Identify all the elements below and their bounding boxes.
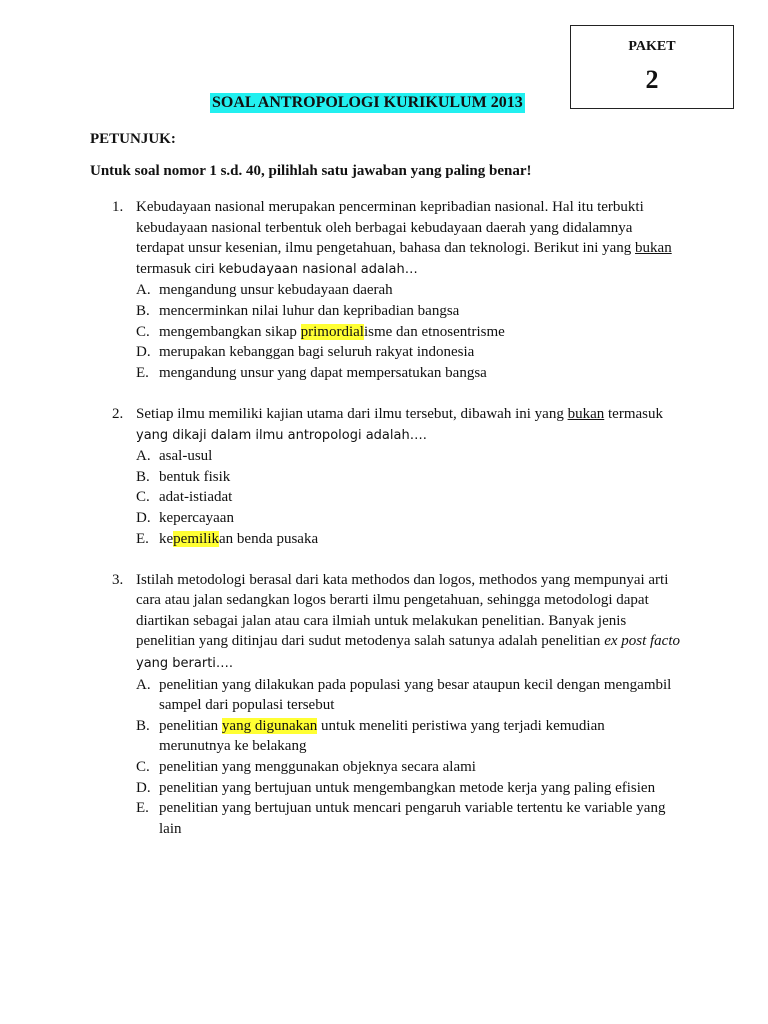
option-text: ke [159, 530, 174, 547]
option-letter: B. [136, 468, 150, 485]
question-1 [90, 197, 680, 383]
option-text: asal-usul [159, 448, 213, 465]
option-e [136, 798, 680, 839]
option-highlight: pemilik [173, 530, 219, 547]
question-number: 1. [112, 199, 124, 215]
option-letter: D. [136, 779, 151, 796]
option-text: mengandung unsur kebudayaan daerah [159, 282, 393, 299]
option-c [136, 487, 680, 508]
option-text: penelitian [159, 717, 222, 734]
stem-text: Kebudayaan nasional merupakan pencerminan kepribadian nasional. Hal itu terbukti kebudayaan nasional terbentuk oleh berbagai kebudayaan daerah yang didalamnya terdapat unsur kesenian, ilmu pengetahuan, bahasa dan teknologi. Berikut ini yang [136, 199, 644, 257]
option-text: penelitian yang dilakukan pada populasi yang besar ataupun kecil dengan mengambil sampel dari populasi tersebut [159, 676, 672, 714]
option-text-2: untuk meneliti peristiwa yang terjadi kemudian merunutnya ke belakang [159, 717, 605, 755]
option-letter: A. [136, 676, 151, 693]
option-a [136, 446, 680, 467]
stem-italic: ex post facto [604, 633, 681, 650]
option-text: mengandung unsur yang dapat mempersatukan bangsa [159, 364, 487, 381]
option-e [136, 363, 680, 384]
option-letter: B. [136, 302, 150, 319]
option-e [136, 529, 680, 550]
option-d [136, 508, 680, 529]
stem-tail: kebudayaan nasional adalah… [218, 261, 418, 277]
instructions-heading: PETUNJUK: [90, 131, 176, 147]
option-text: mencerminkan nilai luhur dan kepribadian bangsa [159, 302, 460, 319]
page-title: SOAL ANTROPOLOGI KURIKULUM 2013 [212, 94, 523, 111]
option-text: penelitian yang bertujuan untuk mencari pengaruh variable tertentu ke variable yang lain [159, 800, 666, 837]
option-letter: E. [136, 800, 149, 817]
question-stem [136, 197, 680, 280]
paket-box [570, 25, 734, 109]
stem-text-2: termasuk ciri [136, 260, 219, 277]
question-stem [136, 570, 680, 675]
option-a [136, 675, 680, 716]
option-text: kepercayaan [159, 509, 234, 526]
option-letter: C. [136, 489, 150, 506]
option-d [136, 778, 680, 799]
option-highlight: primordial [300, 323, 364, 340]
option-letter: A. [136, 448, 151, 465]
option-highlight: yang digunakan [221, 717, 318, 734]
option-b [136, 301, 680, 322]
option-b [136, 716, 680, 757]
stem-text-2: termasuk [604, 405, 663, 422]
paket-number: 2 [645, 65, 659, 94]
option-letter: D. [136, 509, 151, 526]
question-stem [136, 404, 680, 446]
option-text: adat-istiadat [159, 489, 233, 506]
option-d [136, 342, 680, 363]
paket-label: PAKET [628, 39, 676, 54]
option-text: penelitian yang bertujuan untuk mengembangkan metode kerja yang paling efisien [159, 779, 656, 796]
option-letter: C. [136, 323, 150, 340]
question-3 [90, 570, 680, 840]
option-letter: A. [136, 282, 151, 299]
option-text: bentuk fisik [159, 468, 231, 485]
option-a [136, 280, 680, 301]
option-letter: B. [136, 717, 150, 734]
option-c [136, 757, 680, 778]
option-letter: E. [136, 364, 149, 381]
option-letter: C. [136, 759, 150, 776]
option-text: mengembangkan sikap [159, 323, 301, 340]
question-list [90, 197, 680, 860]
stem-tail: yang dikaji dalam ilmu antropologi adalah…. [136, 427, 427, 443]
question-number: 3. [112, 571, 124, 588]
stem-underline: bukan [635, 240, 672, 257]
stem-text: Istilah metodologi berasal dari kata methodos dan logos, methodos yang mempunyai arti cara atau jalan sedangkan logos berarti ilmu pengetahuan, sehingga metodologi dapat diartikan sebagai jalan atau cara ilmiah untuk melakukan penelitian. Banyak jenis penelitian yang ditinjau dari sudut metodenya salah satunya adalah penelitian [136, 571, 669, 650]
option-text: merupakan kebanggan bagi seluruh rakyat indonesia [159, 344, 475, 361]
option-letter: E. [136, 530, 149, 547]
question-number: 2. [112, 405, 124, 422]
stem-text: Setiap ilmu memiliki kajian utama dari ilmu tersebut, dibawah ini yang [136, 405, 568, 422]
question-2 [90, 404, 680, 549]
option-c [136, 322, 680, 343]
stem-underline: bukan [567, 405, 605, 422]
option-letter: D. [136, 344, 151, 361]
option-text-2: isme dan etnosentrisme [363, 323, 505, 340]
option-text-2: an benda pusaka [219, 530, 319, 547]
instructions-text: Untuk soal nomor 1 s.d. 40, pilihlah satu jawaban yang paling benar! [90, 163, 532, 179]
option-text: penelitian yang menggunakan objeknya secara alami [159, 759, 476, 776]
stem-tail: yang berarti…. [136, 656, 234, 672]
option-b [136, 467, 680, 488]
